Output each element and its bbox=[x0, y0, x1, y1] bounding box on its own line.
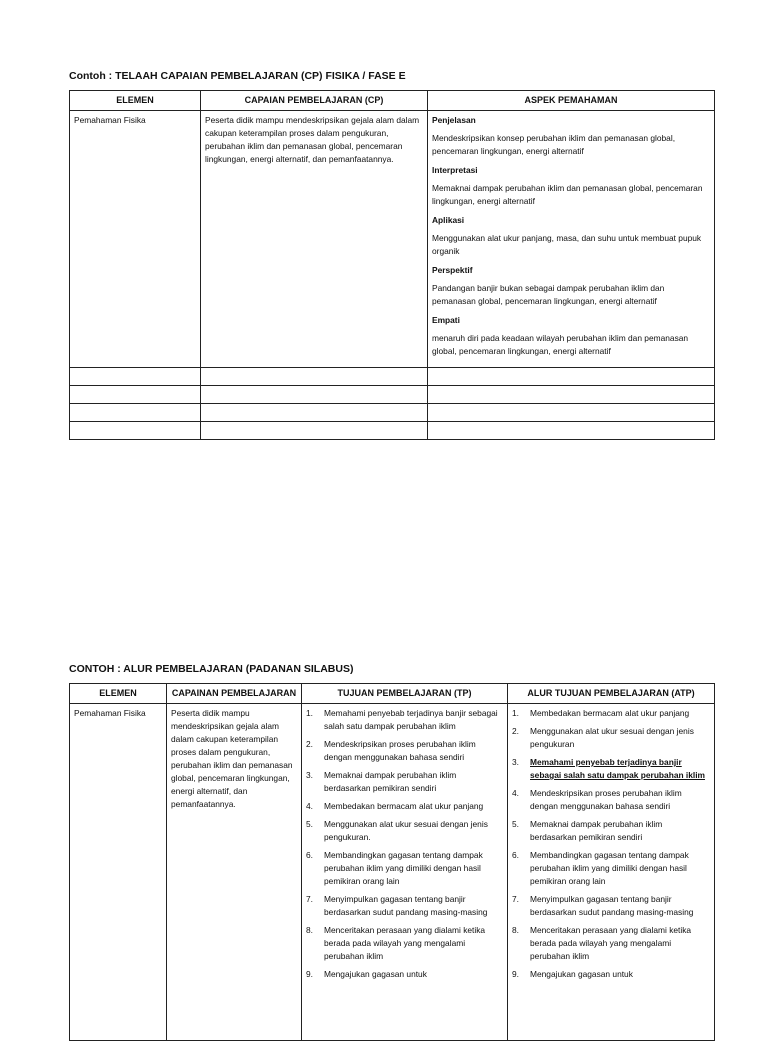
list-item: 9. Mengajukan gagasan untuk bbox=[306, 969, 427, 979]
list-item: 5. Menggunakan alat ukur sesuai dengan jenis pengukuran. bbox=[306, 819, 488, 842]
header-cp: CAPAIAN PEMBELAJARAN (CP) bbox=[201, 91, 428, 111]
aspek-item bbox=[432, 264, 710, 308]
highlighted-text: Memahami penyebab terjadinya banjir sebagai salah satu dampak perubahan iklim bbox=[530, 757, 706, 780]
empty-row bbox=[70, 404, 715, 422]
list-item: 8. Menceritakan perasaan yang dialami ketika berada pada wilayah yang mengalami perubahan iklim bbox=[512, 925, 692, 961]
table-row bbox=[70, 704, 715, 1041]
atp-cell bbox=[508, 704, 715, 1041]
aspek-item bbox=[432, 114, 710, 158]
tp-cell bbox=[302, 704, 508, 1041]
aspek-text: Mendeskripsikan konsep perubahan iklim dan pemanasan global, pencemaran lingkungan, energi alternatif bbox=[432, 133, 676, 156]
cp-cell: Peserta didik mampu mendeskripsikan gejala alam dalam cakupan keterampilan proses dalam pengukuran, perubahan iklim dan pemanasan global, pencemaran lingkungan, energi alternatif, dan pemanfaatannya. bbox=[167, 704, 302, 1041]
list-item: 2. Menggunakan alat ukur sesuai dengan jenis pengukuran bbox=[512, 726, 694, 749]
section1-title: Contoh : TELAAH CAPAIAN PEMBELAJARAN (CP) FISIKA / FASE E bbox=[69, 70, 406, 82]
aspek-text: Memaknai dampak perubahan iklim dan pemanasan global, pencemaran lingkungan, energi alternatif bbox=[432, 183, 703, 206]
header-elemen: ELEMEN bbox=[70, 91, 201, 111]
aspek-heading: Perspektif bbox=[432, 265, 473, 275]
atp-list bbox=[512, 707, 710, 981]
list-item: 3. Memaknai dampak perubahan iklim berdasarkan pemikiran sendiri bbox=[306, 770, 457, 793]
list-item: 6. Membandingkan gagasan tentang dampak perubahan iklim yang dimiliki dengan hasil pemikiran orang lain bbox=[512, 850, 689, 886]
elemen-cell: Pemahaman Fisika bbox=[70, 111, 201, 368]
aspek-heading: Aplikasi bbox=[432, 215, 465, 225]
aspek-text: Pandangan banjir bukan sebagai dampak perubahan iklim dan pemanasan global, pencemaran lingkungan, energi alternatif bbox=[432, 283, 665, 306]
list-item: 4. Mendeskripsikan proses perubahan iklim dengan menggunakan bahasa sendiri bbox=[512, 788, 682, 811]
list-item: 4. Membedakan bermacam alat ukur panjang bbox=[306, 801, 484, 811]
list-item: 3. Memahami penyebab terjadinya banjir sebagai salah satu dampak perubahan iklim bbox=[512, 757, 706, 780]
header-elemen: ELEMEN bbox=[70, 684, 167, 704]
aspek-text: menaruh diri pada keadaan wilayah perubahan iklim dan pemanasan global, pencemaran lingkungan, energi alternatif bbox=[432, 333, 689, 356]
header-atp: ALUR TUJUAN PEMBELAJARAN (ATP) bbox=[508, 684, 715, 704]
list-item: 7. Menyimpulkan gagasan tentang banjir berdasarkan sudut pandang masing-masing bbox=[306, 894, 488, 917]
cp-analysis-table bbox=[69, 90, 715, 440]
list-item: 8. Menceritakan perasaan yang dialami ketika berada pada wilayah yang mengalami perubahan iklim bbox=[306, 925, 486, 961]
empty-row bbox=[70, 422, 715, 440]
aspek-text: Menggunakan alat ukur panjang, masa, dan suhu untuk membuat pupuk organik bbox=[432, 233, 702, 256]
learning-flow-table bbox=[69, 683, 715, 1041]
aspek-item bbox=[432, 214, 710, 258]
aspek-item bbox=[432, 164, 710, 208]
table-row bbox=[70, 111, 715, 368]
list-item: 5. Memaknai dampak perubahan iklim berdasarkan pemikiran sendiri bbox=[512, 819, 663, 842]
aspek-item bbox=[432, 314, 710, 358]
cp-cell: Peserta didik mampu mendeskripsikan gejala alam dalam cakupan keterampilan proses dalam pengukuran, perubahan iklim dan pemanasan global, pencemaran lingkungan, energi alternatif, dan pemanfaatannya. bbox=[201, 111, 428, 368]
list-item: 6. Membandingkan gagasan tentang dampak perubahan iklim yang dimiliki dengan hasil pemikiran orang lain bbox=[306, 850, 483, 886]
aspek-heading: Empati bbox=[432, 315, 460, 325]
list-item: 1. Membedakan bermacam alat ukur panjang bbox=[512, 708, 690, 718]
header-aspek: ASPEK PEMAHAMAN bbox=[428, 91, 715, 111]
list-item: 2. Mendeskripsikan proses perubahan iklim dengan menggunakan bahasa sendiri bbox=[306, 739, 476, 762]
empty-row bbox=[70, 368, 715, 386]
aspek-heading: Interpretasi bbox=[432, 165, 478, 175]
section2-title: CONTOH : ALUR PEMBELAJARAN (PADANAN SILABUS) bbox=[69, 663, 354, 675]
list-item: 9. Mengajukan gagasan untuk bbox=[512, 969, 633, 979]
table-header-row bbox=[70, 91, 715, 111]
header-tp: TUJUAN PEMBELAJARAN (TP) bbox=[302, 684, 508, 704]
elemen-cell: Pemahaman Fisika bbox=[70, 704, 167, 1041]
empty-row bbox=[70, 386, 715, 404]
header-cp: CAPAINAN PEMBELAJARAN bbox=[167, 684, 302, 704]
list-item: 1. Memahami penyebab terjadinya banjir sebagai salah satu dampak perubahan iklim bbox=[306, 708, 498, 731]
table-header-row bbox=[70, 684, 715, 704]
aspek-heading: Penjelasan bbox=[432, 115, 476, 125]
tp-list bbox=[306, 707, 503, 981]
aspek-cell bbox=[428, 111, 715, 368]
list-item: 7. Menyimpulkan gagasan tentang banjir berdasarkan sudut pandang masing-masing bbox=[512, 894, 694, 917]
